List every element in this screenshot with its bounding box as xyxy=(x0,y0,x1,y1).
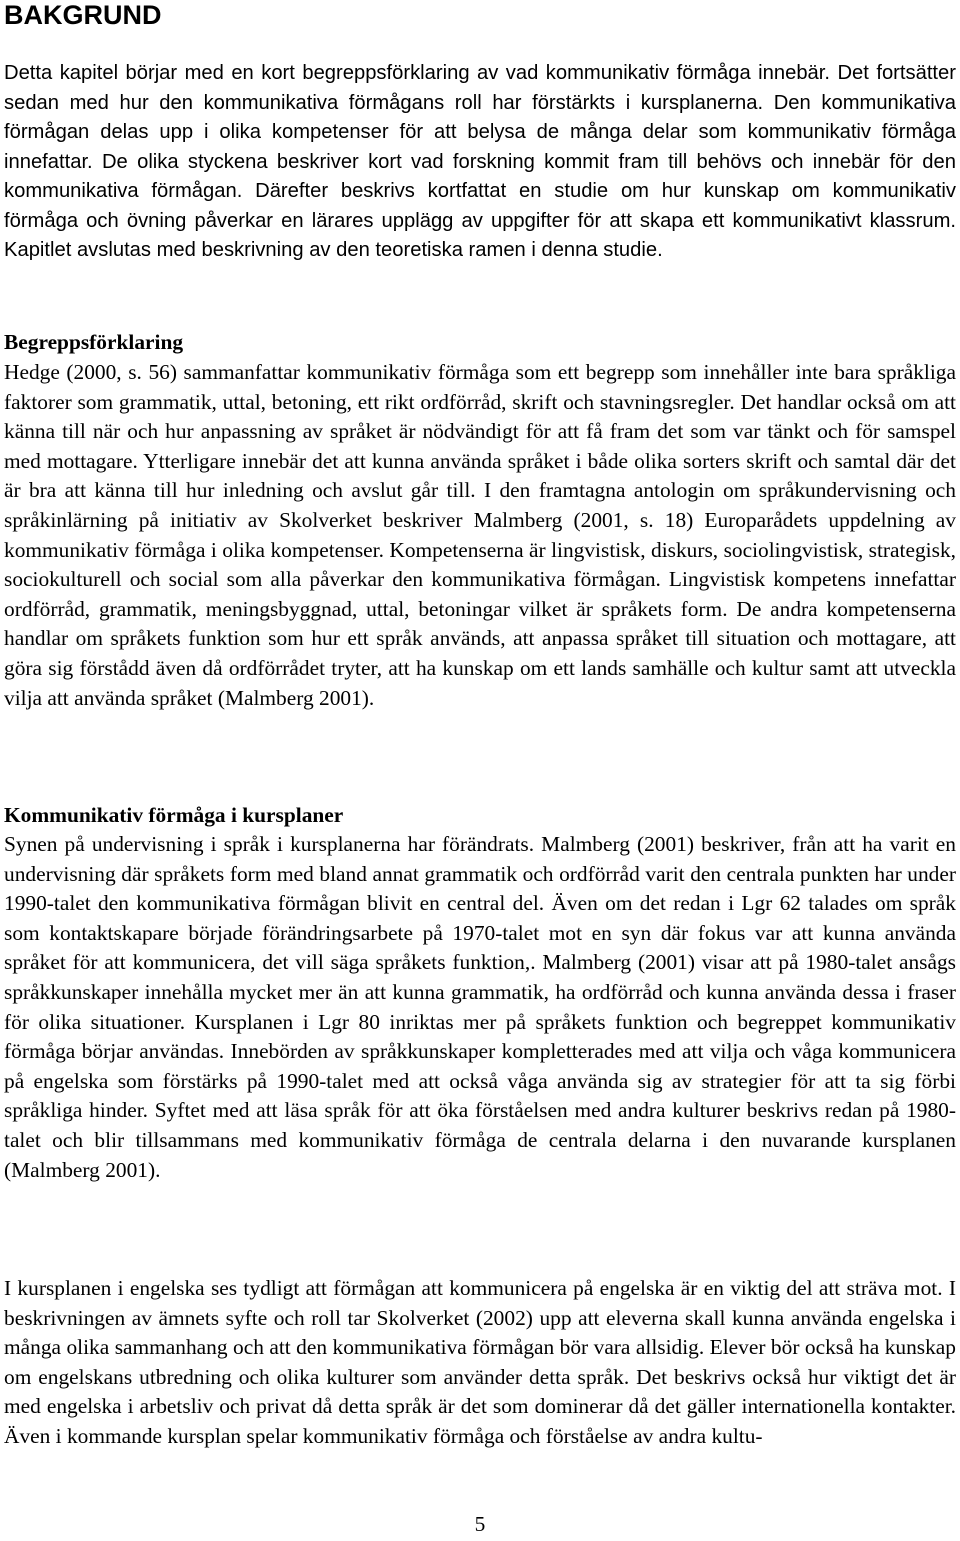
section-heading-kursplaner: Kommunikativ förmåga i kursplaner xyxy=(4,803,344,827)
section-body-begreppsforklaring: Hedge (2000, s. 56) sammanfattar kommunikativ förmåga som ett begrepp som innehåller inte bara språkliga faktorer som grammatik, uttal, betoning, ett rikt ordförråd, skrift och stavningsregler. Det handlar också om att känna till när och hur anpassning av språket är nödvändigt för att få fram det som var tänkt och för samspel med mottagare. Ytterligare innebär det att kunna använda språket i både olika sorters skrift och samtal där det är bra att känna till hur inledning och avslut går till. I den framtagna antologin om språkundervisning och språkinlärning på initiativ av Skolverket beskriver Malmberg (2001, s. 18) Europarådets uppdelning av kommunikativ förmåga i olika kompetenser. Kompetenserna är lingvistisk, diskurs, sociolingvistisk, strategisk, sociokulturell och social som alla påverkar den kommunikativa förmågan. Lingvistisk kompetens innefattar ordförråd, grammatik, meningsbyggnad, uttal, betoningar vilket är språkets form. De andra kompetenserna handlar om språkets funktion som hur ett språk används, att anpassa språket till situation och mottagare, att göra sig förstådd även då ordförrådet tryter, att ha kunskap om ett lands samhälle och kultur samt att utveckla vilja att använda språket (Malmberg 2001). xyxy=(4,360,956,710)
page-number: 5 xyxy=(474,1512,486,1536)
section-body-kursplaner-2: I kursplanen i engelska ses tydligt att förmågan att kommunicera på engelska är en viktig del att sträva mot. I beskrivningen av ämnets syfte och roll tar Skolverket (2002) upp att eleverna skall kunna använda engelska i många olika sammanhang och att den kommunikativa förmågan bör vara allsidig. Elever bör också ha kunskap om engelskans utbredning och olika kulturer som använder detta språk. Det beskrivs också hur viktigt det är med engelska i arbetsliv och privat då detta språk är det som dominerar då det gäller internationella kontakter. Även i kommande kursplan spelar kommunikativ förmåga och förståelse av andra kultu- xyxy=(4,1276,956,1448)
chapter-title: BAKGRUND xyxy=(4,0,162,30)
section-heading-begreppsforklaring: Begreppsförklaring xyxy=(4,330,184,354)
section-body-kursplaner: Synen på undervisning i språk i kursplanerna har förändrats. Malmberg (2001) beskriver, från att ha varit en undervisning där språkets form med bland annat grammatik och ordförråd varit den centrala punkten har under 1990-talet den kommunikativa förmågan blivit en central del. Även om det redan i Lgr 62 talades om språk som kontaktskapare började förändringsarbete på 1970-talet mot en syn där fokus var att kunna använda språket för att kommunicera, det vill säga språkets funktion,. Malmberg (2001) visar att på 1980-talet ansågs språkkunskaper innehålla mycket mer än att kunna grammatik, ha ordförråd och kunna använda dessa i fraser för olika situationer. Kursplanen i Lgr 80 inriktas mer på språkets funktion och begreppet kommunikativ förmåga börjar användas. Innebörden av språkkunskaper kompletterades med att vilja och våga kommunicera på engelska som förstärks på 1990-talet med att också våga använda sig av strategier för att ta sig förbi språkliga hinder. Syftet med att läsa språk för att öka förståelsen med andra kulturer beskrivs redan på 1980-talet och blir tillsammans med kommunikativ förmåga de centrala delarna i den nuvarande kursplanen (Malmberg 2001). xyxy=(4,832,956,1182)
intro-paragraph: Detta kapitel börjar med en kort begreppsförklaring av vad kommunikativ förmåga innebär. Det fortsätter sedan med hur den kommunikativa förmågans roll har förstärkts i kursplanerna. Den kommunikativa förmågan delas upp i olika kompetenser för att belysa de många delar som kommunikativ förmåga innefattar. De olika styckena beskriver kort vad forskning kommit fram till behövs och innebär för den kommunikativa förmågan. Därefter beskrivs kortfattat en studie om hur kunskap om kommunikativ förmåga och övning påverkar en lärares upplägg av uppgifter för att skapa ett kommunikativt klassrum. Kapitlet avslutas med beskrivning av den teoretiska ramen i denna studie. xyxy=(4,62,956,261)
